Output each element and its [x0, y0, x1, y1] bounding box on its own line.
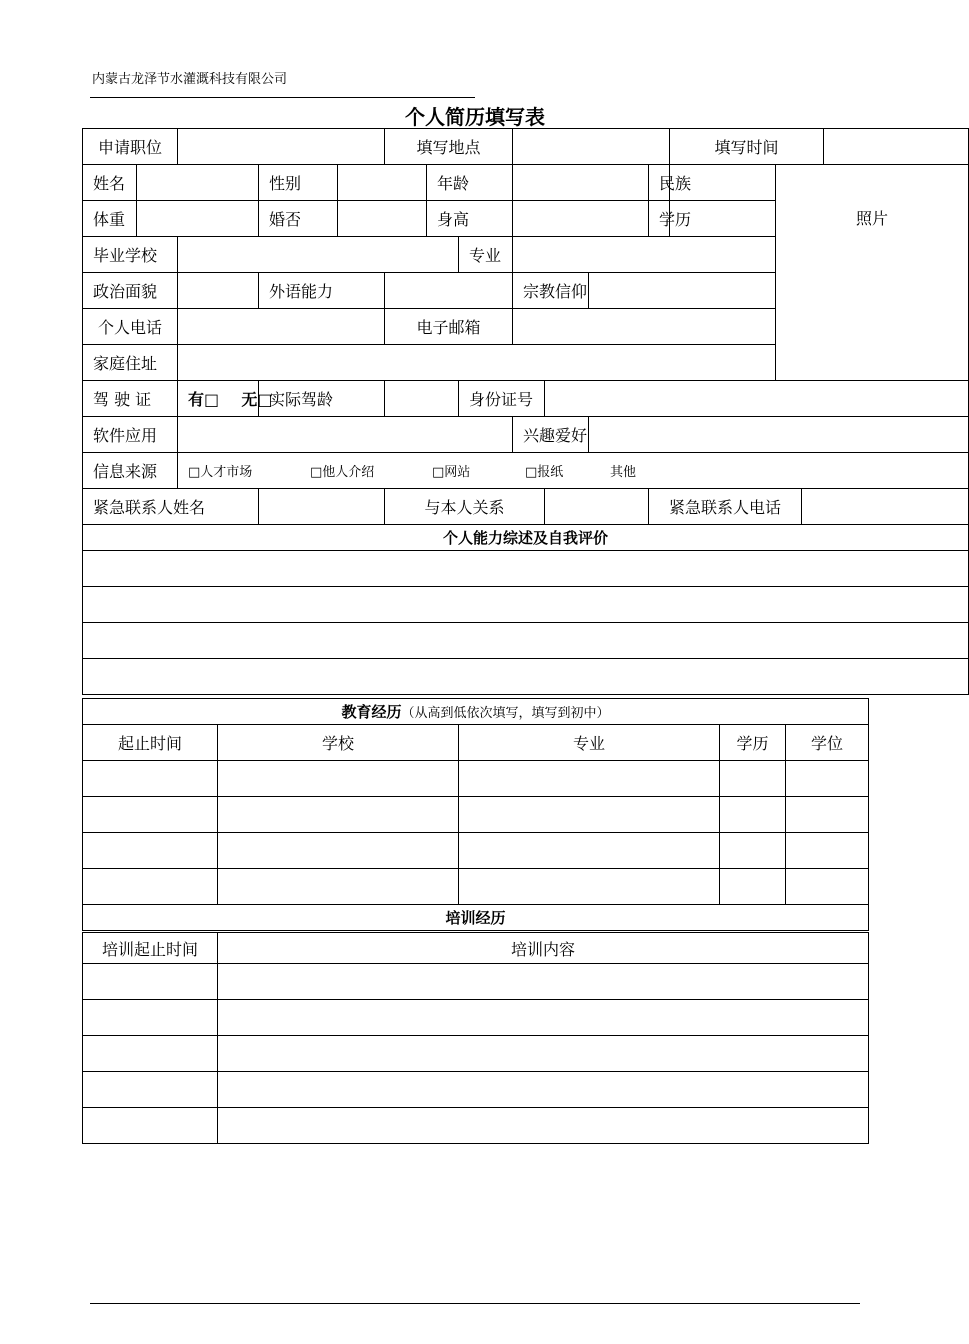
info-source-options	[178, 453, 969, 489]
table-row	[83, 1072, 869, 1108]
cell[interactable]	[459, 869, 720, 905]
label-emergency-name: 紧急联系人姓名	[83, 489, 259, 525]
col-period: 起止时间	[83, 725, 218, 761]
education-table	[82, 698, 869, 931]
cell[interactable]	[786, 869, 869, 905]
input-emergency-phone[interactable]	[802, 489, 969, 525]
education-title: 教育经历	[341, 703, 402, 721]
label-info-source: 信息来源	[83, 453, 178, 489]
license-options[interactable]	[178, 381, 273, 417]
col-school: 学校	[218, 725, 459, 761]
input-fill-time[interactable]	[824, 129, 969, 165]
label-foreign-lang: 外语能力	[259, 273, 385, 309]
label-name: 姓名	[83, 165, 137, 201]
col-education: 学历	[720, 725, 786, 761]
cell[interactable]	[459, 797, 720, 833]
photo-box[interactable]: 照片	[776, 165, 969, 381]
label-weight: 体重	[83, 201, 137, 237]
input-political[interactable]	[178, 273, 259, 309]
basic-info-table	[82, 128, 969, 695]
footer-divider	[90, 1303, 860, 1304]
cell[interactable]	[83, 761, 218, 797]
page-title: 个人简历填写表	[405, 105, 545, 129]
training-heading: 培训经历	[83, 905, 869, 931]
input-driving-years[interactable]	[385, 381, 459, 417]
label-education: 学历	[649, 201, 670, 237]
cell[interactable]	[218, 1036, 869, 1072]
input-software[interactable]	[178, 417, 513, 453]
self-eval-line[interactable]	[83, 623, 969, 659]
input-email[interactable]	[513, 309, 776, 345]
cell[interactable]	[83, 1072, 218, 1108]
input-apply-position[interactable]	[178, 129, 385, 165]
input-major[interactable]	[513, 237, 776, 273]
info-option-referral[interactable]: □他人介绍	[310, 465, 375, 480]
label-driving-years: 实际驾龄	[259, 381, 385, 417]
table-row	[83, 869, 869, 905]
label-hobbies: 兴趣爱好	[513, 417, 589, 453]
cell[interactable]	[218, 833, 459, 869]
label-software: 软件应用	[83, 417, 178, 453]
cell[interactable]	[83, 1036, 218, 1072]
cell[interactable]	[218, 1072, 869, 1108]
cell[interactable]	[459, 833, 720, 869]
cell[interactable]	[720, 833, 786, 869]
label-major: 专业	[459, 237, 513, 273]
cell[interactable]	[786, 833, 869, 869]
input-relation[interactable]	[545, 489, 649, 525]
education-heading	[83, 699, 869, 725]
input-height[interactable]	[513, 201, 649, 237]
table-row	[83, 964, 869, 1000]
input-religion[interactable]	[589, 273, 776, 309]
input-address[interactable]	[178, 345, 776, 381]
info-option-other[interactable]: 其他	[610, 465, 637, 480]
label-id-number: 身份证号	[459, 381, 545, 417]
label-email: 电子邮箱	[385, 309, 513, 345]
self-eval-heading: 个人能力综述及自我评价	[83, 525, 969, 551]
table-row	[83, 1036, 869, 1072]
cell[interactable]	[459, 761, 720, 797]
cell[interactable]	[786, 761, 869, 797]
company-name: 内蒙古龙泽节水灌溉科技有限公司	[92, 72, 288, 87]
cell[interactable]	[218, 869, 459, 905]
label-emergency-phone: 紧急联系人电话	[649, 489, 802, 525]
col-major: 专业	[459, 725, 720, 761]
cell[interactable]	[83, 1000, 218, 1036]
input-hobbies[interactable]	[589, 417, 969, 453]
input-weight[interactable]	[137, 201, 259, 237]
header-divider	[90, 97, 475, 98]
label-license: 驾 驶 证	[83, 381, 178, 417]
cell[interactable]	[218, 797, 459, 833]
label-religion: 宗教信仰	[513, 273, 589, 309]
label-height: 身高	[427, 201, 513, 237]
col-training-content: 培训内容	[218, 933, 869, 964]
label-fill-time: 填写时间	[670, 129, 824, 165]
input-school[interactable]	[178, 237, 459, 273]
table-row	[83, 761, 869, 797]
input-foreign-lang[interactable]	[385, 273, 513, 309]
self-eval-line[interactable]	[83, 587, 969, 623]
label-ethnicity: 民族	[649, 165, 670, 201]
info-option-newspaper[interactable]: □报纸	[525, 465, 564, 480]
label-age: 年龄	[427, 165, 513, 201]
cell[interactable]	[218, 1108, 869, 1144]
input-id-number[interactable]	[545, 381, 969, 417]
cell[interactable]	[83, 869, 218, 905]
table-row	[83, 1000, 869, 1036]
input-gender[interactable]	[338, 165, 427, 201]
info-option-website[interactable]: □网站	[432, 465, 471, 480]
cell[interactable]	[720, 761, 786, 797]
license-no-checkbox[interactable]: 无□	[241, 390, 273, 409]
input-emergency-name[interactable]	[259, 489, 385, 525]
cell[interactable]	[83, 1108, 218, 1144]
license-yes-checkbox[interactable]: 有□	[188, 390, 220, 409]
self-eval-line[interactable]	[83, 659, 969, 695]
label-fill-place: 填写地点	[385, 129, 513, 165]
cell[interactable]	[218, 964, 869, 1000]
education-note: （从高到低依次填写，填写到初中）	[401, 706, 610, 721]
training-table	[82, 932, 869, 1144]
col-degree: 学位	[786, 725, 869, 761]
label-political: 政治面貌	[83, 273, 178, 309]
label-marital: 婚否	[259, 201, 338, 237]
cell[interactable]	[218, 761, 459, 797]
cell[interactable]	[83, 833, 218, 869]
col-training-period: 培训起止时间	[83, 933, 218, 964]
cell[interactable]	[218, 1000, 869, 1036]
table-row	[83, 797, 869, 833]
info-option-talent-market[interactable]: □人才市场	[188, 465, 253, 480]
input-name[interactable]	[137, 165, 259, 201]
label-gender: 性别	[259, 165, 338, 201]
cell[interactable]	[720, 797, 786, 833]
cell[interactable]	[720, 869, 786, 905]
label-address: 家庭住址	[83, 345, 178, 381]
cell[interactable]	[83, 797, 218, 833]
table-row	[83, 833, 869, 869]
label-relation: 与本人关系	[385, 489, 545, 525]
input-age[interactable]	[513, 165, 649, 201]
input-fill-place[interactable]	[513, 129, 670, 165]
table-row	[83, 1108, 869, 1144]
input-phone[interactable]	[178, 309, 385, 345]
cell[interactable]	[83, 964, 218, 1000]
cell[interactable]	[786, 797, 869, 833]
label-apply-position: 申请职位	[83, 129, 178, 165]
self-eval-line[interactable]	[83, 551, 969, 587]
label-school: 毕业学校	[83, 237, 178, 273]
label-phone: 个人电话	[83, 309, 178, 345]
input-marital[interactable]	[338, 201, 427, 237]
